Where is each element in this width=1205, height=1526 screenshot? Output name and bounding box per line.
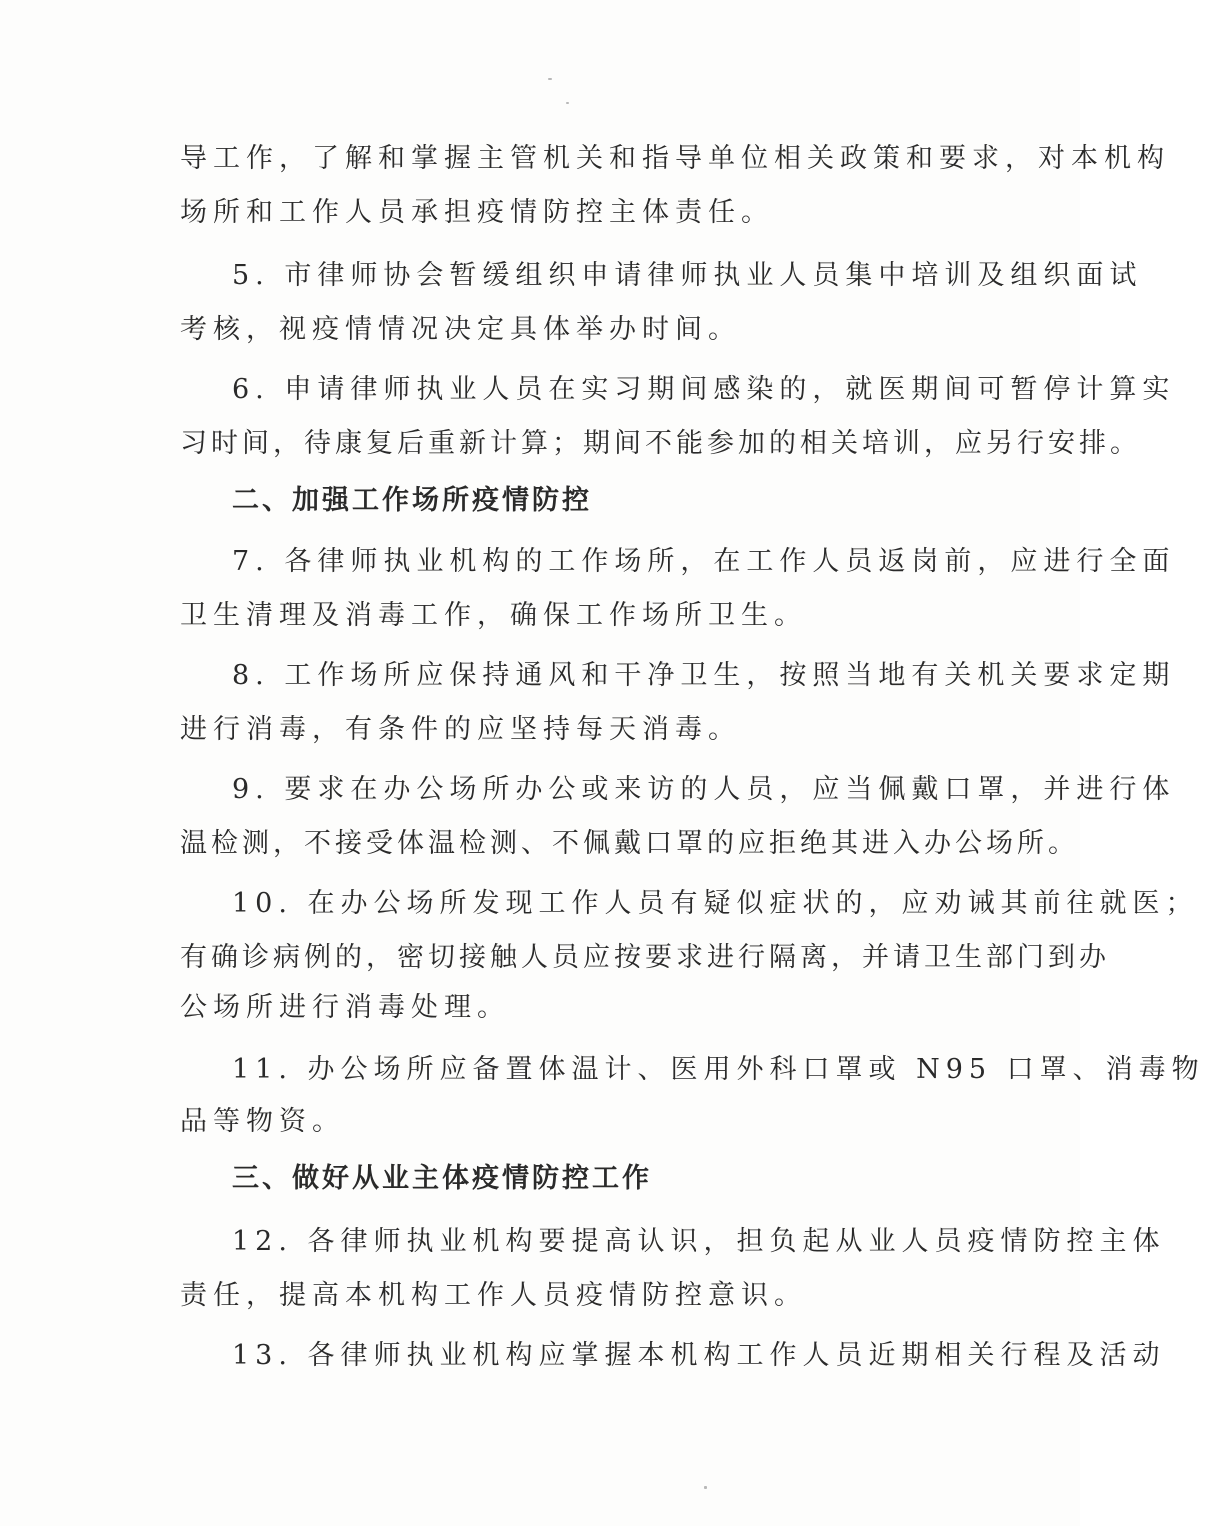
section-heading-2: 二、加强工作场所疫情防控 [232,485,592,516]
item-5-line-1: 5. 市律师协会暂缓组织申请律师执业人员集中培训及组织面试 [232,260,1143,291]
item-13-line-1: 13. 各律师执业机构应掌握本机构工作人员近期相关行程及活动 [232,1340,1166,1371]
item-7-line-1: 7. 各律师执业机构的工作场所，在工作人员返岗前，应进行全面 [232,546,1176,577]
item-10-line-1: 10. 在办公场所发现工作人员有疑似症状的，应劝诫其前往就医； [232,888,1199,919]
item-9-line-1: 9. 要求在办公场所办公或来访的人员，应当佩戴口罩，并进行体 [232,774,1176,805]
section-heading-3: 三、做好从业主体疫情防控工作 [232,1163,652,1194]
item-5-line-2: 考核，视疫情情况决定具体举办时间。 [180,314,741,345]
item-10-line-2: 有确诊病例的，密切接触人员应按要求进行隔离，并请卫生部门到办 [180,942,1110,973]
scan-speck [704,1486,707,1489]
item-8-line-1: 8. 工作场所应保持通风和干净卫生，按照当地有关机关要求定期 [232,660,1176,691]
scan-speck [548,78,552,80]
item-11-line-1: 11. 办公场所应备置体温计、医用外科口罩或 N95 口罩、消毒物 [232,1054,1205,1085]
item-6-line-1: 6. 申请律师执业人员在实习期间感染的，就医期间可暂停计算实 [232,374,1176,405]
item-10-line-3: 公场所进行消毒处理。 [180,992,510,1023]
item-8-line-2: 进行消毒，有条件的应坚持每天消毒。 [180,714,741,745]
item-7-line-2: 卫生清理及消毒工作，确保工作场所卫生。 [180,600,807,631]
item-9-line-2: 温检测，不接受体温检测、不佩戴口罩的应拒绝其进入办公场所。 [180,828,1079,859]
paragraph-line-2: 场所和工作人员承担疫情防控主体责任。 [180,197,774,228]
item-12-line-1: 12. 各律师执业机构要提高认识，担负起从业人员疫情防控主体 [232,1226,1166,1257]
item-6-line-2: 习时间，待康复后重新计算；期间不能参加的相关培训，应另行安排。 [180,428,1141,459]
item-12-line-2: 责任，提高本机构工作人员疫情防控意识。 [180,1280,807,1311]
scan-speck [566,102,569,104]
paragraph-line-1: 导工作，了解和掌握主管机关和指导单位相关政策和要求，对本机构 [180,143,1170,174]
item-11-line-2: 品等物资。 [180,1106,345,1137]
